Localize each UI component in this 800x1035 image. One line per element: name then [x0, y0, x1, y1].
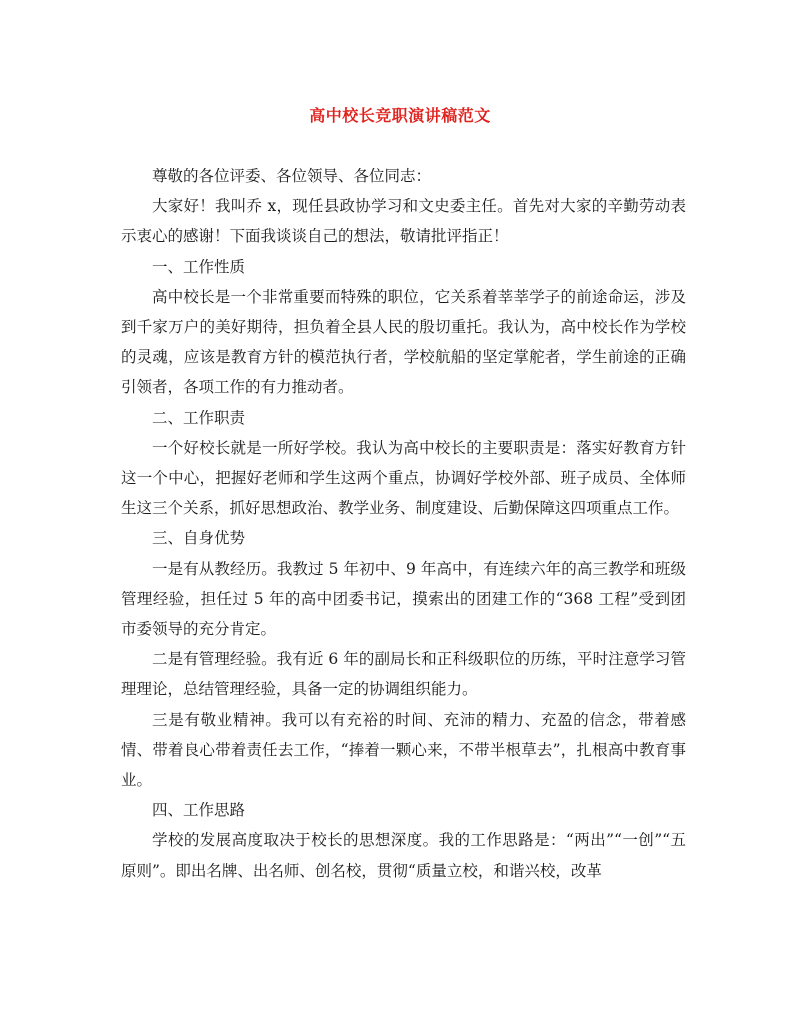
body-paragraph: 二是有管理经验。我有近 6 年的副局长和正科级职位的历练，平时注意学习管理理论，总结管理经验，具备一定的协调组织能力。 — [121, 650, 686, 699]
section-heading-work-nature: 一、工作性质 — [152, 257, 246, 276]
greeting-paragraph: 大家好！我叫乔 x，现任县政协学习和文史委主任。首先对大家的辛勤劳动表示衷心的感谢！下面我谈谈自己的想法，敬请批评指正！ — [121, 197, 686, 246]
section-heading-strengths: 三、自身优势 — [152, 529, 246, 548]
body-paragraph: 高中校长是一个非常重要而特殊的职位，它关系着莘莘学子的前途命运，涉及到千家万户的美好期待，担负着全县人民的殷切重托。我认为，高中校长作为学校的灵魂，应该是教育方针的模范执行者，学校航船的坚定掌舵者，学生前途的正确引领者，各项工作的有力推动者。 — [121, 287, 686, 397]
body-paragraph: 一是有从教经历。我教过 5 年初中、9 年高中，有连续六年的高三教学和班级管理经验，担任过 5 年的高中团委书记，摸索出的团建工作的“368 工程”受到团市委领导的充分肯定。 — [121, 559, 686, 639]
body-paragraph: 一个好校长就是一所好学校。我认为高中校长的主要职责是：落实好教育方针这一个中心，把握好老师和学生这两个重点，协调好学校外部、班子成员、全体师生这三个关系，抓好思想政治、教学业务、制度建设、后勤保障这四项重点工作。 — [121, 438, 686, 518]
salutation-paragraph: 尊敬的各位评委、各位领导、各位同志： — [152, 167, 432, 185]
section-heading-work-approach: 四、工作思路 — [152, 801, 246, 820]
document-body — [121, 161, 686, 886]
body-paragraph: 学校的发展高度取决于校长的思想深度。我的工作思路是：“两出”“一创”“五原则”。即出名牌、出名师、创名校，贯彻“质量立校，和谐兴校，改革 — [121, 831, 686, 880]
body-paragraph: 三是有敬业精神。我可以有充裕的时间、充沛的精力、充盈的信念，带着感情、带着良心带着责任去工作，“捧着一颗心来，不带半根草去”，扎根高中教育事业。 — [121, 710, 686, 790]
section-heading-work-duties: 二、工作职责 — [152, 408, 246, 427]
document-title: 高中校长竞职演讲稿范文 — [309, 106, 491, 125]
